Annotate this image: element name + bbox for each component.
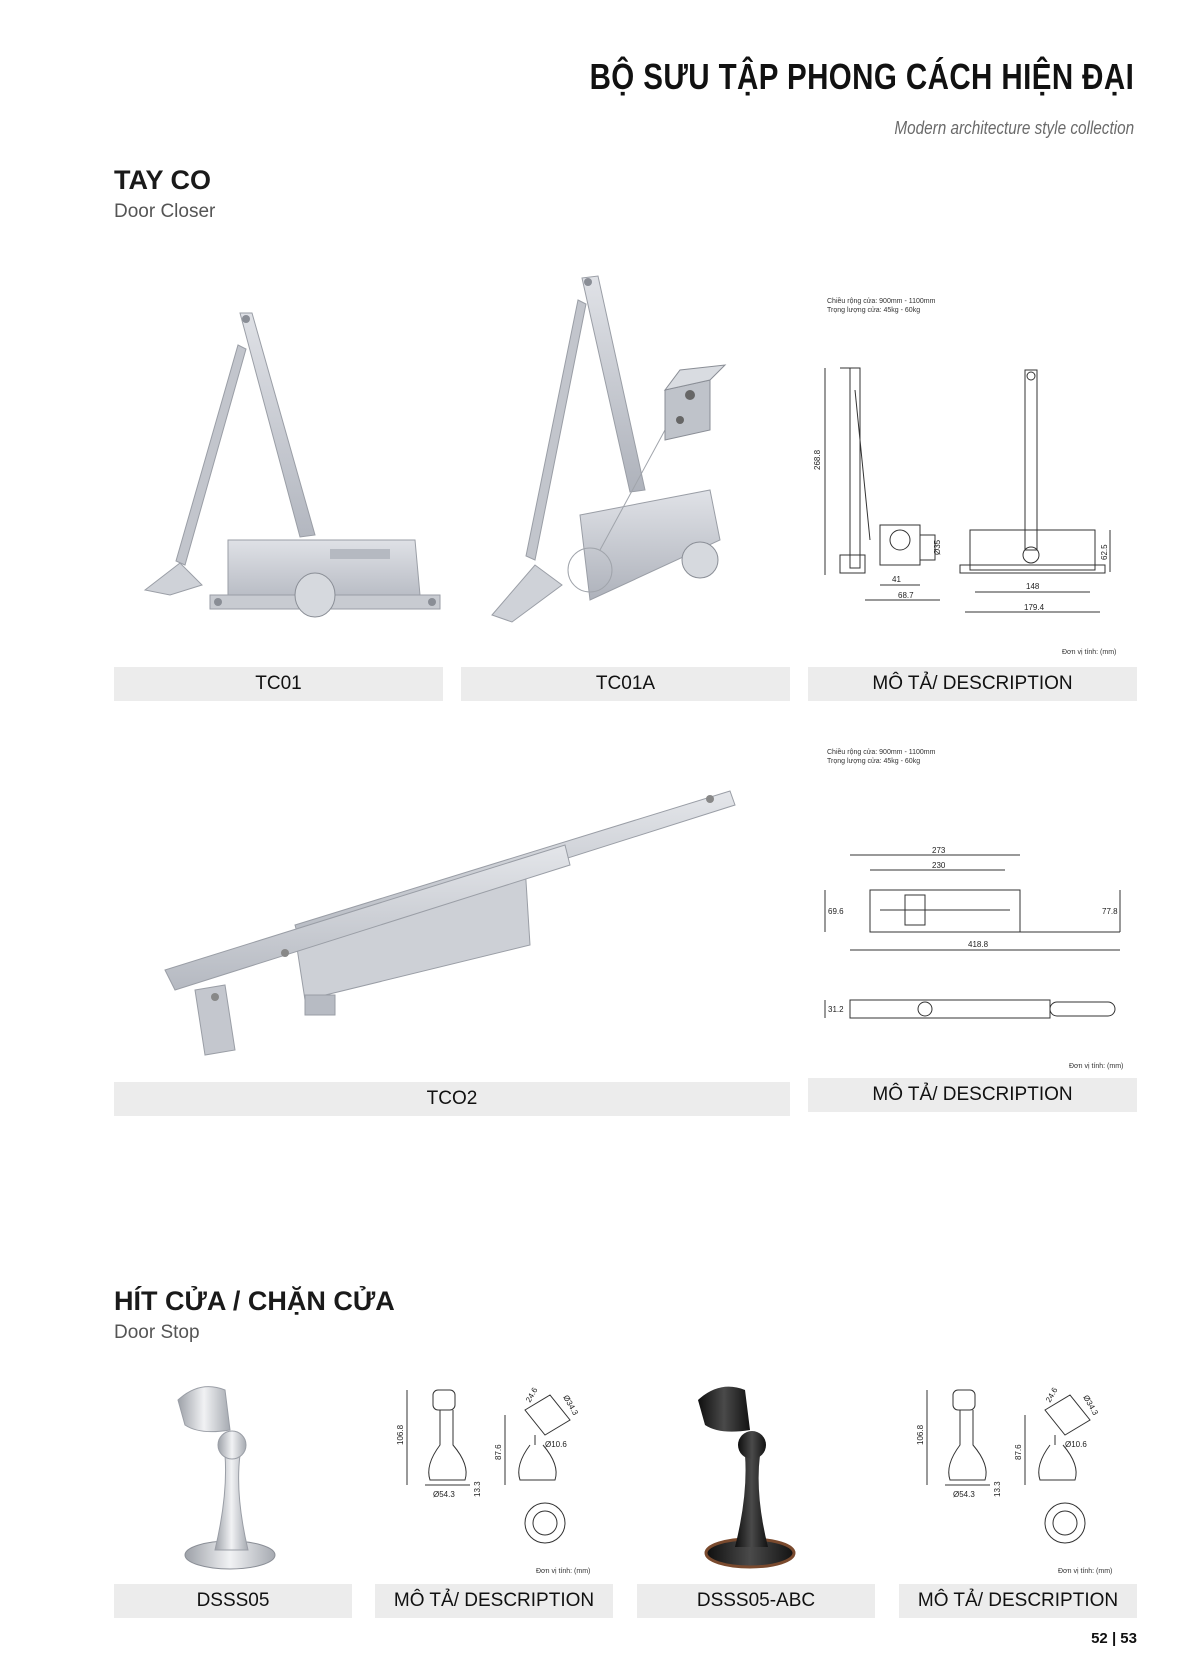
dim-41: 41 — [892, 575, 901, 584]
section-title-door-stop: HÍT CỬA / CHẶN CỬA — [114, 1286, 395, 1316]
tc01-door-closer-image — [140, 305, 440, 625]
tc01-technical-drawing — [813, 360, 1120, 620]
label-description: MÔ TẢ/ DESCRIPTION — [808, 667, 1137, 701]
dim-54-3-b: Ø54.3 — [953, 1490, 975, 1499]
unit-note-2: Đơn vị tính: (mm) — [1069, 1063, 1124, 1070]
dim-35: Ø35 — [933, 539, 942, 555]
label-description-4: MÔ TẢ/ DESCRIPTION — [899, 1584, 1137, 1618]
page-numbers: 52 | 53 — [1091, 1630, 1137, 1647]
dim-10-6-b: Ø10.6 — [1065, 1440, 1087, 1449]
tco2-concealed-closer-image — [165, 785, 745, 1065]
spec-door-weight-2: Trọng lượng cửa: 45kg - 60kg — [827, 758, 921, 765]
dim-230: 230 — [932, 861, 946, 870]
dim-24-6-b: 24.6 — [1043, 1386, 1060, 1404]
unit-note-3: Đơn vị tính: (mm) — [536, 1568, 591, 1575]
dim-68-7: 68.7 — [898, 591, 914, 600]
dim-13-3-b: 13.3 — [993, 1481, 1002, 1497]
dsss05-door-stop-image — [170, 1375, 290, 1575]
dim-87-6: 87.6 — [494, 1444, 503, 1460]
unit-note-4: Đơn vị tính: (mm) — [1058, 1568, 1113, 1575]
dim-148: 148 — [1026, 582, 1040, 591]
dim-268-8: 268.8 — [813, 449, 822, 470]
dim-106-8: 106.8 — [396, 1424, 405, 1445]
label-dsss05: DSSS05 — [114, 1584, 352, 1618]
dim-31-2: 31.2 — [828, 1005, 844, 1014]
dim-106-8-b: 106.8 — [916, 1424, 925, 1445]
page-subtitle: Modern architecture style collection — [894, 118, 1134, 138]
dim-13-3: 13.3 — [473, 1481, 482, 1497]
spec-door-weight: Trọng lượng cửa: 45kg - 60kg — [827, 307, 921, 314]
label-tco2: TCO2 — [114, 1082, 790, 1116]
unit-note: Đơn vị tính: (mm) — [1062, 649, 1117, 656]
dim-77-8: 77.8 — [1102, 907, 1118, 916]
spec-door-width-2: Chiều rộng cửa: 900mm - 1100mm — [827, 749, 936, 756]
section-subtitle-door-closer: Door Closer — [114, 201, 216, 222]
dim-34-3: Ø34.3 — [561, 1393, 580, 1417]
dsss05-abc-technical-drawing — [915, 1385, 1115, 1565]
dsss05-technical-drawing — [395, 1385, 595, 1565]
page-title: BỘ SƯU TẬP PHONG CÁCH HIỆN ĐẠI — [589, 56, 1134, 97]
dim-10-6: Ø10.6 — [545, 1440, 567, 1449]
dim-69-6: 69.6 — [828, 907, 844, 916]
dim-54-3: Ø54.3 — [433, 1490, 455, 1499]
label-dsss05-abc: DSSS05-ABC — [637, 1584, 875, 1618]
label-description-3: MÔ TẢ/ DESCRIPTION — [375, 1584, 613, 1618]
tco2-technical-drawing — [820, 846, 1130, 1030]
dim-34-3-b: Ø34.3 — [1081, 1393, 1100, 1417]
dim-273: 273 — [932, 846, 946, 855]
label-description-2: MÔ TẢ/ DESCRIPTION — [808, 1078, 1137, 1112]
section-title-door-closer: TAY CO — [114, 165, 212, 195]
dim-87-6-b: 87.6 — [1014, 1444, 1023, 1460]
dim-418-8: 418.8 — [968, 940, 989, 949]
dim-24-6: 24.6 — [523, 1386, 540, 1404]
dim-62-5: 62.5 — [1100, 544, 1109, 560]
dsss05-abc-door-stop-image — [690, 1375, 810, 1575]
label-tc01: TC01 — [114, 667, 443, 701]
tc01a-door-closer-image — [490, 270, 770, 630]
dim-179-4: 179.4 — [1024, 603, 1045, 612]
spec-door-width: Chiều rộng cửa: 900mm - 1100mm — [827, 298, 936, 305]
label-tc01a: TC01A — [461, 667, 790, 701]
section-subtitle-door-stop: Door Stop — [114, 1322, 200, 1343]
